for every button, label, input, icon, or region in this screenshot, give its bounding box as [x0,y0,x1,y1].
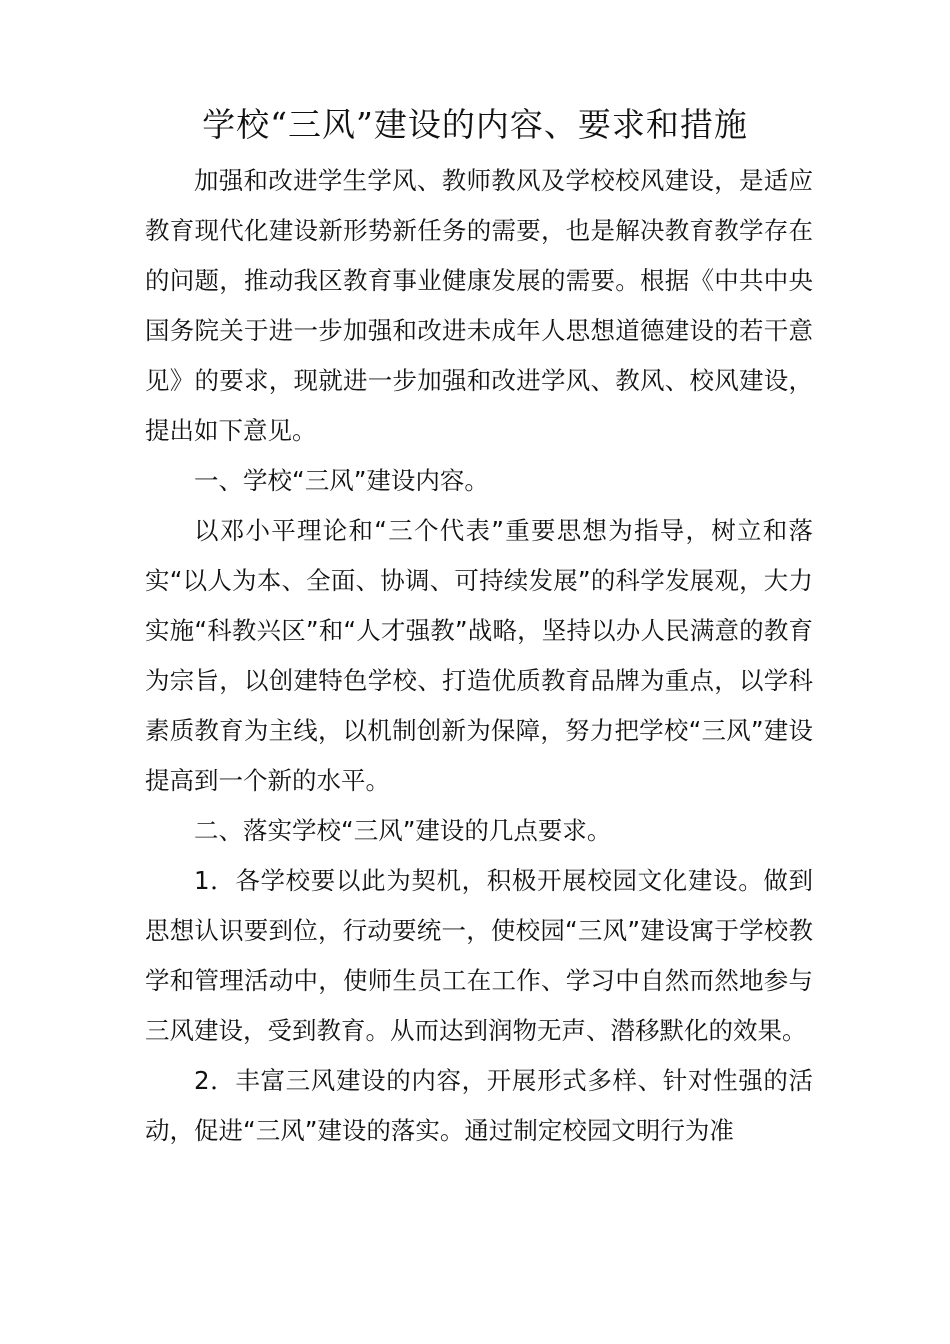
document-body [145,156,813,1156]
paragraph-item-1: 1．各学校要以此为契机，积极开展校园文化建设。做到思想认识要到位，行动要统一，使校园“三风”建设寓于学校教学和管理活动中，使师生员工在工作、学习中自然而然地参与三风建设，受到教育。从而达到润物无声、潜移默化的效果。 [145,866,813,1045]
paragraph-section-1: 以邓小平理论和“三个代表”重要思想为指导，树立和落实“以人为本、全面、协调、可持续发展”的科学发展观，大力实施“科教兴区”和“人才强教”战略，坚持以办人民满意的教育为宗旨，以创建特色学校、打造优质教育品牌为重点，以学科素质教育为主线，以机制创新为保障，努力把学校“三风”建设提高到一个新的水平。 [145,516,813,795]
heading-section-2: 二、落实学校“三风”建设的几点要求。 [194,816,612,845]
paragraph-item-2: 2．丰富三风建设的内容，开展形式多样、针对性强的活动，促进“三风”建设的落实。通过制定校园文明行为准 [145,1066,813,1145]
heading-section-1: 一、学校“三风”建设内容。 [194,466,489,495]
document-title: 学校“三风”建设的内容、要求和措施 [202,105,748,144]
paragraph-intro: 加强和改进学生学风、教师教风及学校校风建设，是适应教育现代化建设新形势新任务的需要，也是解决教育教学存在的问题，推动我区教育事业健康发展的需要。根据《中共中央国务院关于进一步加强和改进未成年人思想道德建设的若干意见》的要求，现就进一步加强和改进学风、教风、校风建设，提出如下意见。 [145,166,813,445]
